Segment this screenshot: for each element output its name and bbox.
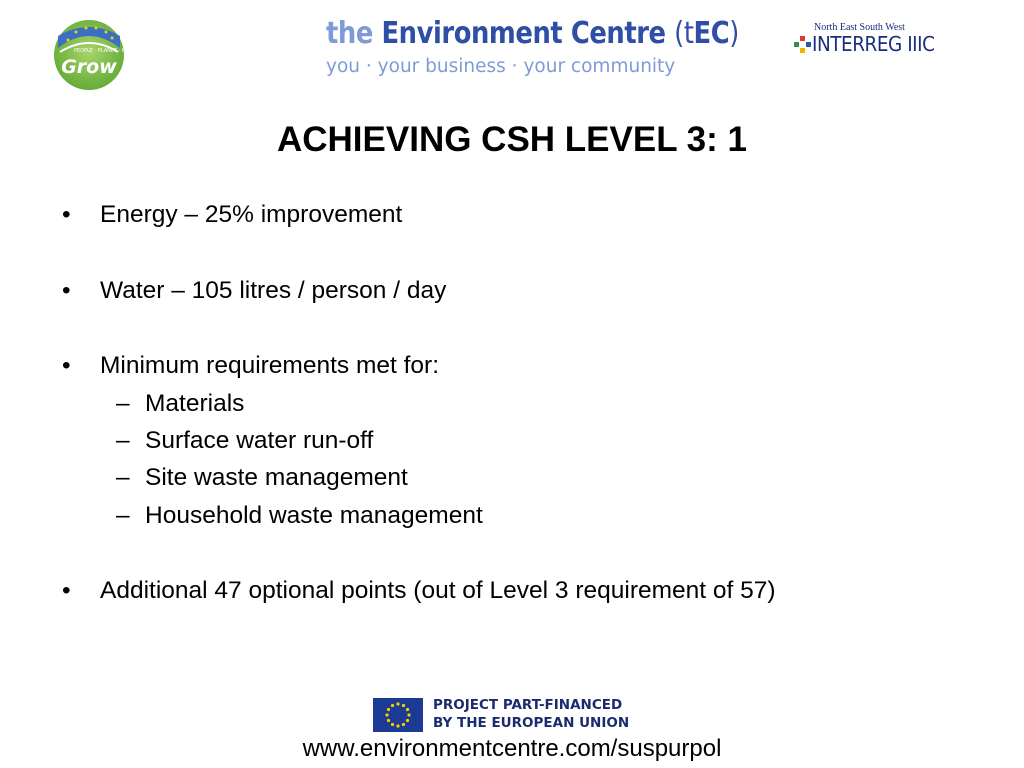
tec-abbr-ec: EC	[693, 16, 730, 51]
bullet-text: Energy – 25% improvement	[100, 201, 403, 228]
tec-paren-close: )	[729, 16, 739, 51]
bullet-text: Water – 105 litres / person / day	[100, 277, 447, 304]
sub-bullet-marker: –	[116, 390, 130, 417]
tagline-separator-2: ·	[511, 56, 518, 77]
eu-flag-icon	[373, 698, 423, 732]
sub-bullet-text: Household waste management	[145, 502, 483, 529]
interreg-logo	[790, 22, 960, 62]
eu-funding-line1: PROJECT PART-FINANCED	[433, 697, 623, 713]
tec-logo	[300, 10, 739, 82]
tagline-community: your community	[523, 56, 676, 77]
bullet-marker: •	[62, 577, 71, 604]
sub-bullet-text: Materials	[145, 390, 245, 417]
tec-the: the	[326, 16, 373, 51]
bullet-marker: •	[62, 201, 71, 228]
tagline-business: your business	[377, 56, 506, 77]
interreg-big-text: INTERREG IIIC	[812, 32, 935, 56]
sub-bullet-marker: –	[116, 464, 130, 491]
tec-paren-open: (	[674, 16, 684, 51]
footer-url: www.environmentcentre.com/suspurpol	[302, 735, 722, 762]
interreg-small-text: North East South West	[814, 22, 905, 33]
tagline-you: you	[326, 56, 360, 77]
tagline-separator-1: ·	[365, 56, 372, 77]
sub-bullet-marker: –	[116, 502, 130, 529]
tec-name: Environment Centre	[381, 16, 666, 51]
sub-bullet-text: Site waste management	[145, 464, 408, 491]
bullet-text: Minimum requirements met for:	[100, 352, 440, 379]
sub-bullet-marker: –	[116, 427, 130, 454]
bullet-marker: •	[62, 277, 71, 304]
eu-funding-text	[433, 696, 629, 732]
sub-bullet-text: Surface water run-off	[145, 427, 374, 454]
tec-abbr-t: t	[683, 16, 694, 51]
tec-tagline	[326, 56, 675, 77]
grow-logo-text: Grow	[61, 56, 117, 78]
grow-ring-text: PEOPLE · PLANET · PROFIT	[74, 48, 140, 54]
bullet-text: Additional 47 optional points (out of Level 3 requirement of 57)	[100, 577, 776, 604]
grow-logo	[52, 18, 140, 92]
bullet-marker: •	[62, 352, 71, 379]
slide-title: ACHIEVING CSH LEVEL 3: 1	[276, 120, 747, 159]
eu-funding-line2: BY THE EUROPEAN UNION	[433, 715, 630, 731]
interreg-squares-icon	[794, 36, 812, 54]
